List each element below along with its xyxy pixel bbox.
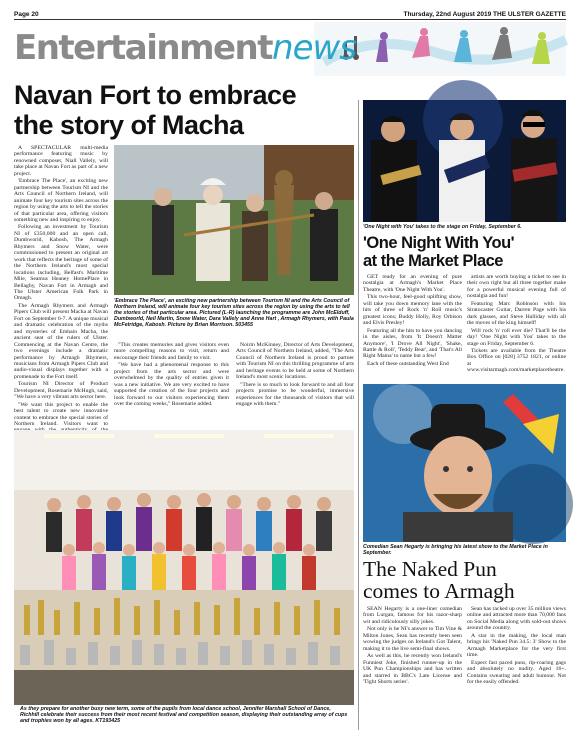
paragraph: A star in the making, the local man brings his 'Naked Pun 34.5: 3' Show to the Armagh Marketplace for the very first time.	[467, 632, 566, 659]
paragraph: "There is so much to look forward to and all four projects promise to be wonderful, immersive experiences for the thousands of visitors that will engage with them."	[236, 381, 354, 408]
paragraph: Featuring Marc Robinson with his Stratocaster Guitar, Darren Page with his dark glasses, and Steve Halliday with all the moves of the king himself!	[467, 300, 566, 327]
paragraph: Each of these outstanding West End	[367, 360, 449, 367]
dance-school-photo	[14, 430, 354, 705]
header-rule	[14, 19, 566, 20]
one-night-headline-line1: 'One Night With You'	[363, 234, 515, 252]
paragraph: Tickets are available from the Theatre Box Office on [028] 3752 1821, or online at www.visitarmagh.com/marketplacetheatre.	[467, 347, 566, 374]
macha-headline-line1: Navan Fort to embrace	[14, 80, 297, 110]
page-number: Page 20	[14, 11, 39, 18]
title-word-news: news	[272, 28, 357, 68]
one-night-column-b	[467, 274, 566, 380]
macha-column-2	[114, 342, 229, 422]
paragraph: A SPECTACULAR multi-media performance featuring music by renowned composer, Niall Vallely, will take place at Navan Fort as part of a new project.	[14, 145, 108, 177]
sean-hegarty-photo	[363, 384, 566, 542]
one-night-headline-line2: at the Market Place	[363, 252, 503, 270]
paragraph: As well as this, he recently won Ireland's Funniest Joke, finished runner-up in the UK Pun Championships and has written and starred in BBC's Late License and 'Tight Shorts series'.	[363, 653, 462, 685]
paragraph: Featuring all the hits to have you dancing in the aisles, from 'It Doesn't Matter Anymore', 'I Drove All Night', 'Shake, Rattle & Roll', 'Teddy Bear', and 'That's All Right Mama' to name but a few!	[363, 327, 462, 360]
paragraph: artists are worth buying a ticket to see in their own right but all three together make for a powerful musical evening full of nostalgia and fun!	[467, 274, 566, 300]
naked-pun-column-a	[363, 606, 462, 732]
paragraph: "We want this project to enable the best talent to create new innovative content to embrace the special stories of Northern Ireland. Visitors want to	[14, 401, 108, 428]
paragraph: Not only is he NI's answer to Tim Vine & Milton Jones, Sean has recently been seen wowing the judges on Ireland's Got Talent, making it to the live semi-final shows.	[363, 626, 462, 652]
naked-pun-headline-line1: The Naked Pun	[363, 557, 497, 581]
paragraph: Tourism NI Director of Product Development, Rosemarie McHugh, said, "We have a very vibrant arts sector here.	[14, 381, 108, 401]
one-night-photo-caption: 'One Night with You' takes to the stage on Friday, September 6.	[363, 224, 522, 230]
dance-photo-caption: As they prepare for another busy new term, some of the pupils from local dance school, Jennifer Marshall School of Dance, Richhill celebrate their success from their most recent festival and competition season, displaying their outstanding array of cups and trophies won by all ages. KT193425	[20, 706, 348, 724]
naked-pun-column-b	[467, 606, 566, 732]
paragraph: Will rock 'n' roll ever die? That'll be the day! 'One Night with You' takes to the stage on Friday, September 6.	[467, 327, 566, 347]
macha-headline-line2: the story of Macha	[14, 110, 244, 140]
one-night-column-a	[363, 274, 462, 380]
macha-headline	[14, 80, 354, 140]
naked-pun-headline	[363, 558, 573, 602]
section-banner	[14, 22, 566, 76]
page-header	[14, 4, 566, 18]
column-divider	[358, 100, 359, 730]
one-night-photo	[363, 100, 566, 222]
section-title	[14, 28, 356, 68]
paragraph: SEAN Hegarty is a one-liner comedian from Lurgan, famous for his razor-sharp wit and ridiculously silly jokes.	[363, 606, 462, 625]
paragraph: 'Embrace The Place', an exciting new partnership between Tourism NI and the Arts Council of Northern Ireland, will animate four key tourism sites across the region by using the arts to tell the stories of that particular area, offering visitors something new and inspiring to enjoy.	[14, 178, 108, 223]
paragraph: "This creates memories and gives visitors even more compelling reasons to visit, return and encourage their friends and family to visit.	[114, 342, 229, 361]
macha-photo-caption: 'Embrace The Place', an exciting new partnership between Tourism NI and the Arts Council of Northern Ireland, will animate four key tourism sites across the region by using the arts to tell the stories of that particular area. Pictured (L-R) launching the programme are John McElduff, Dumbworld, Neil Martin, Snow Water, Dara Vallely and Anne Hart , Armagh Rhymers, with Paula McFetridge, Kabosh. Picture by Brian Morrison. 503455	[114, 298, 354, 328]
paragraph: Following an investment by Tourism NI of £350,000 and an open call, Dumbworld, Kabosh, The Armagh Rhymers and Snow Water, were commissioned to present an original art work that reflects the heritage of some of the Northern Ireland's most special locations including, Belfast's Maritime Mile, Seamus Heaney HomePlace in Bellaghy, Navan Fort in Armagh and The Ulster American Folk Park in Omagh.	[14, 224, 108, 302]
one-night-headline	[363, 234, 573, 270]
paragraph: Expect fast paced puns, rip-roaring gags and absolutely no nudity. Aged 16+. Contains swearing and adult humour. Not for the easily offended.	[467, 659, 566, 685]
macha-column-1	[14, 145, 108, 428]
macha-column-3	[236, 342, 354, 422]
sean-photo-caption: Comedian Sean Hegarty is bringing his latest show to the Market Place in September.	[363, 544, 548, 556]
date-and-paper: Thursday, 22nd August 2019 THE ULSTER GAZETTE	[403, 11, 566, 18]
paragraph: GET ready for an evening of pure nostalgia at Armagh's Market Place Theatre, with 'One Night With You'.	[363, 274, 462, 293]
paragraph: This two-hour, feel-good uplifting show, will take you down memory lane with the hits of three of Rock 'n' Roll music's greatest icons; Buddy Holly, Roy Orbison and Elvis Presley!	[363, 294, 462, 327]
paragraph: Noirin McKinney, Director of Arts Development, Arts Council of Northern Ireland, added, "The Arts Council of Northern Ireland is proud to partner with Tourism NI on this thrilling programme of arts and heritage events to be held at some of Northern Ireland's most scenic locations.	[236, 342, 354, 381]
paragraph: The Armagh Rhymers and Armagh Pipers Club will present Macha at Navan Fort on September 6-7. A unique musical and dramatic celebration of the myths and mysteries of Emhain Macha, the ancient seat of the rulers of Ulster. Commencing at the Navan Centre, the two evenings include a dramatic performance by Armagh Rhymers, musicians from Armagh Pipers Club and audio-visual displays together with a promenade to the Fort itself.	[14, 302, 108, 380]
title-word-entertainment: Entertainment	[14, 28, 273, 68]
paragraph: Sean has racked up over 35 million views online and attracted more than 70,000 fans on Social Media along with sold-out shows around the country.	[467, 606, 566, 632]
macha-launch-photo	[114, 145, 354, 295]
naked-pun-headline-line2: comes to Armagh	[363, 579, 515, 603]
paragraph: "We have had a phenomenal response to this project from the arts sector and were overwhelmed by the quality of entries given it was a new initiative. We are very excited to have supported the creation of the four projects and look forward to our visitors experiencing them over the coming weeks," Rosemarie added.	[114, 362, 229, 408]
